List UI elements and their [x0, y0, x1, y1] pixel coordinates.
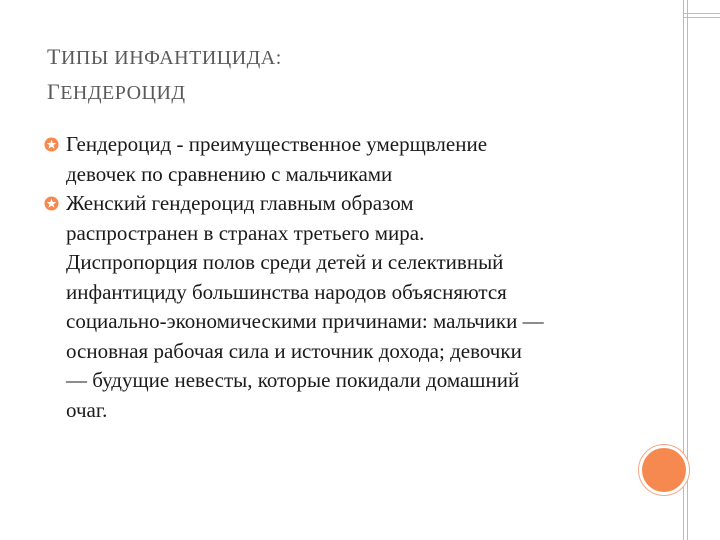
bullet-list: [44, 130, 644, 425]
star-bullet-icon: [44, 196, 59, 211]
title-line-2: ГЕНДЕРОЦИД: [47, 79, 186, 104]
slide-title: [47, 40, 647, 110]
bullet-text: Женский гендероцид главным образом распространен в странах третьего мира. Диспропорция полов среди детей и селективный инфантициду большинства народов объясняются социально-экономическими причинами: мальчики — основная рабочая сила и источник дохода; девочки — будущие невесты, которые покидали домашний очаг.: [66, 191, 544, 422]
decorative-orange-circle: [642, 448, 686, 492]
bullet-item-2: [44, 189, 644, 425]
star-bullet-icon: [44, 137, 59, 152]
title-line-1: ТИПЫ ИНФАНТИЦИДА:: [47, 44, 282, 69]
bullet-item-1: [44, 130, 644, 189]
bullet-text: Гендероцид - преимущественное умерщвление девочек по сравнению с мальчиками: [66, 132, 488, 186]
decorative-horizontal-rule: [683, 13, 720, 18]
